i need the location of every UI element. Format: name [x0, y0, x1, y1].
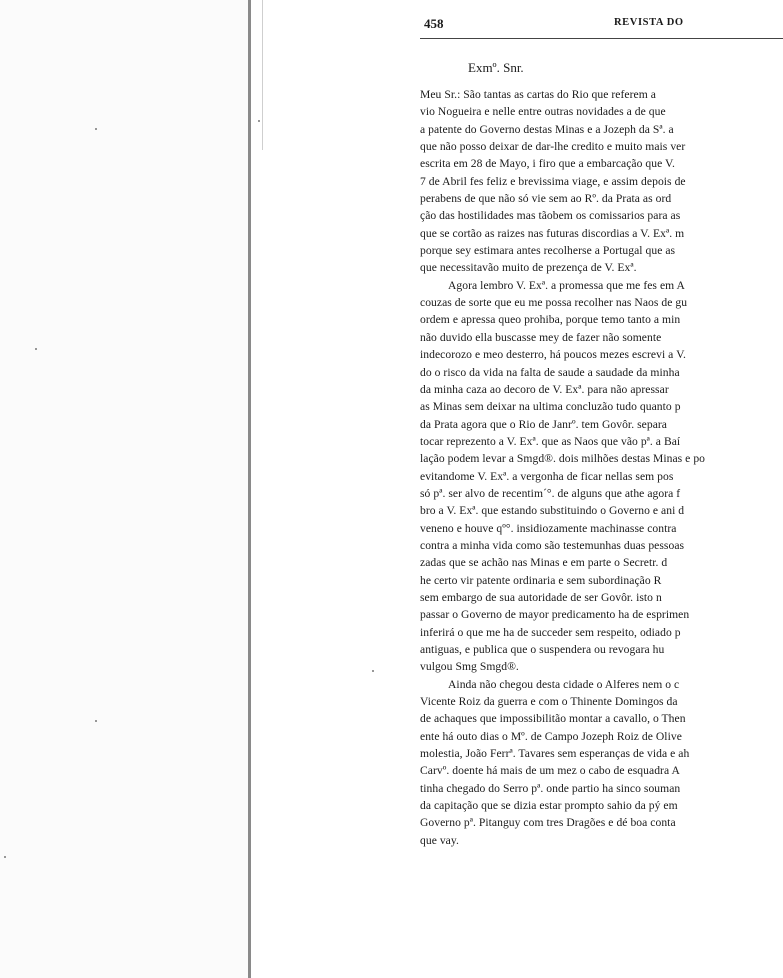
letter-paragraph [420, 676, 783, 849]
scan-speck [4, 856, 6, 858]
text-line: a patente do Governo destas Minas e a Jozeph da Sª. a [420, 122, 674, 136]
text-line: molestia, João Ferrª. Tavares sem esperanças de vida e ah [420, 747, 690, 761]
printed-page [420, 0, 783, 978]
scan-speck [258, 120, 260, 122]
text-line: da minha caza ao decoro de V. Exª. para não apressar [420, 382, 669, 396]
text-line: do o risco da vida na falta de saude a saudade da minha [420, 365, 680, 379]
text-line: evitandome V. Exª. a vergonha de ficar nellas sem pos [420, 469, 674, 483]
text-line: zadas que se achão nas Minas e em parte o Secretr. d [420, 556, 668, 570]
text-line: porque sey estimara antes recolherse a Portugal que as [420, 244, 676, 258]
text-line: tinha chegado do Serro pª. onde partio ha sinco souman [420, 781, 681, 795]
text-line: antiguas, e publica que o suspendera ou revogara hu [420, 643, 665, 656]
text-line: contra a minha vida como são testemunhas duas pessoas [420, 538, 685, 552]
text-line: ente há outo dias o Mº. de Campo Jozeph Roiz de Olive [420, 729, 682, 743]
text-line: ção das hostilidades mas tãobem os comissarios para as [420, 209, 681, 223]
header-rule [420, 38, 783, 39]
scan-speck [95, 128, 97, 130]
text-line: da capitação que se dizia estar prompto sahio da pý em [420, 799, 678, 813]
letter-body [420, 86, 783, 849]
scan-speck [95, 720, 97, 722]
text-line: lação podem levar a Smgd®. dois milhões destas Minas e po [420, 452, 706, 466]
text-line: Carvº. doente há mais de um mez o cabo de esquadra A [420, 764, 680, 778]
text-line: he certo vir patente ordinaria e sem subordinação R [420, 573, 662, 587]
text-line: passar o Governo de mayor predicamento ha de esprimen [420, 608, 690, 622]
text-line: inferirá o que me ha de succeder sem respeito, odiado p [420, 625, 681, 639]
gutter-shadow [262, 0, 263, 150]
text-line: perabens de que não só vie sem ao Rº. da Prata as ord [420, 192, 672, 206]
text-line: não duvido ella buscasse mey de fazer não somente [420, 330, 662, 344]
text-line: veneno e houve qº°. insidiozamente machinasse contra [420, 521, 677, 535]
letter-paragraph [420, 277, 783, 676]
text-line: indecorozo e meo desterro, há poucos mezes escrevi a V. [420, 348, 686, 362]
letter-salutation: Exmº. Snr. [468, 60, 524, 75]
text-line: Meu Sr.: São tantas as cartas do Rio que referem a [420, 88, 656, 101]
scan-speck [372, 670, 374, 672]
text-line: bro a V. Exª. que estando substituindo o Governo e ani d [420, 504, 685, 518]
text-line: vio Nogueira e nelle entre outras novidades a de que [420, 105, 666, 119]
letter-paragraph [420, 86, 783, 277]
text-line: couzas de sorte que eu me possa recolher nas Naos de gu [420, 296, 688, 310]
text-line: só pª. ser alvo de recentim´°. de alguns que athe agora f [420, 486, 681, 500]
text-line: sem embargo de sua autoridade de ser Govôr. isto n [420, 590, 662, 604]
page-header [420, 16, 783, 36]
running-head: REVISTA DO [614, 17, 684, 28]
page-number: 458 [424, 16, 444, 31]
facing-page-margin [0, 0, 250, 978]
text-line: ordem e apressa queo prohiba, porque temo tanto a min [420, 313, 681, 327]
text-line: que se cortão as raizes nas futuras discordias a V. Exª. m [420, 226, 685, 240]
text-line: de achaques que impossibilitão montar a cavallo, o Then [420, 712, 686, 726]
text-line: vulgou Smg Smgd®. [420, 660, 519, 674]
scan-speck [35, 348, 37, 350]
text-line: que vay. [420, 833, 459, 847]
text-line: tocar reprezento a V. Exª. que as Naos que vão pª. a Baí [420, 434, 681, 448]
text-line: as Minas sem deixar na ultima concluzão tudo quanto p [420, 400, 681, 414]
text-line: Ainda não chegou desta cidade o Alferes nem o c [448, 677, 680, 691]
text-line: que necessitavão muito de prezença de V. Exª. [420, 261, 637, 275]
text-line: Vicente Roiz da guerra e com o Thinente Domingos da [420, 695, 678, 709]
book-gutter [248, 0, 251, 978]
text-line: Agora lembro V. Exª. a promessa que me fes em A [448, 278, 685, 292]
text-line: escrita em 28 de Mayo, i firo que a embarcação que V. [420, 157, 675, 171]
text-line: 7 de Abril fes feliz e brevissima viage, e assim depois de [420, 174, 686, 188]
text-line: da Prata agora que o Rio de Janrº. tem Govôr. separa [420, 417, 668, 431]
text-line: Governo pª. Pitanguy com tres Dragões e dé boa conta [420, 816, 676, 830]
text-line: que não posso deixar de dar-lhe credito e muito mais ver [420, 140, 686, 154]
